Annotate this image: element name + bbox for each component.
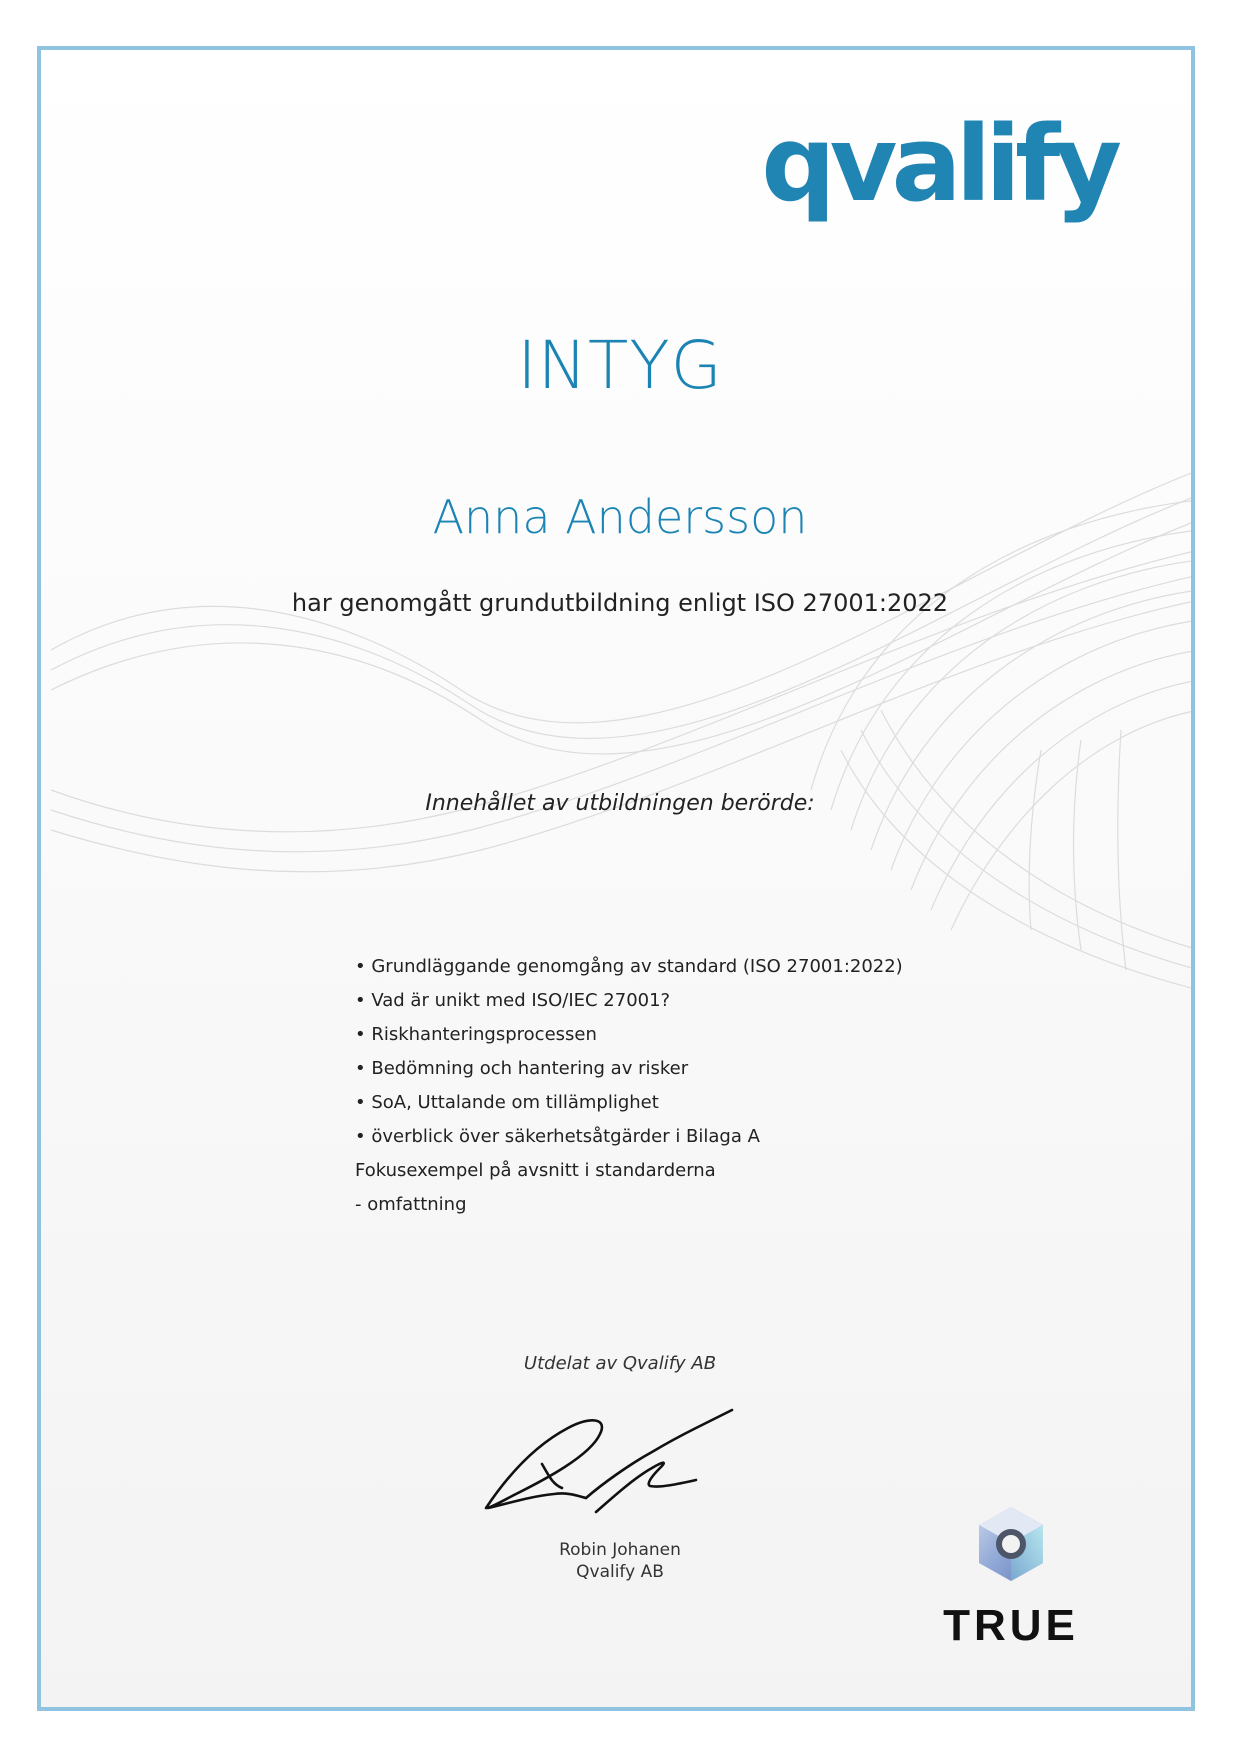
signer-company: Qvalify AB	[576, 1562, 664, 1582]
list-item: • överblick över säkerhetsåtgärder i Bilaga A	[355, 1126, 760, 1147]
completion-statement: har genomgått grundutbildning enligt ISO 27001:2022	[291, 589, 949, 617]
certificate-title: INTYG	[517, 327, 723, 404]
signature-image	[482, 1404, 742, 1519]
list-item: • Grundläggande genomgång av standard (ISO 27001:2022)	[355, 956, 903, 977]
content-heading: Innehållet av utbildningen berörde:	[425, 791, 815, 816]
true-badge-label: TRUE	[943, 1601, 1079, 1650]
qvalify-logo: qvalify	[761, 103, 1116, 225]
list-item: • Vad är unikt med ISO/IEC 27001?	[355, 990, 671, 1011]
recipient-name: Anna Andersson	[432, 490, 808, 544]
true-emblem-icon	[951, 1505, 1071, 1585]
list-item: • SoA, Uttalande om tillämplighet	[355, 1092, 659, 1113]
certificate	[37, 46, 1195, 1711]
list-item: Fokusexempel på avsnitt i standarderna	[355, 1160, 716, 1181]
content-list	[355, 950, 903, 1222]
awarded-by: Utdelat av Qvalify AB	[523, 1353, 717, 1374]
list-item: • Bedömning och hantering av risker	[355, 1058, 689, 1079]
list-item: - omfattning	[355, 1194, 467, 1215]
signer-name: Robin Johanen	[559, 1540, 681, 1560]
list-item: • Riskhanteringsprocessen	[355, 1024, 597, 1045]
